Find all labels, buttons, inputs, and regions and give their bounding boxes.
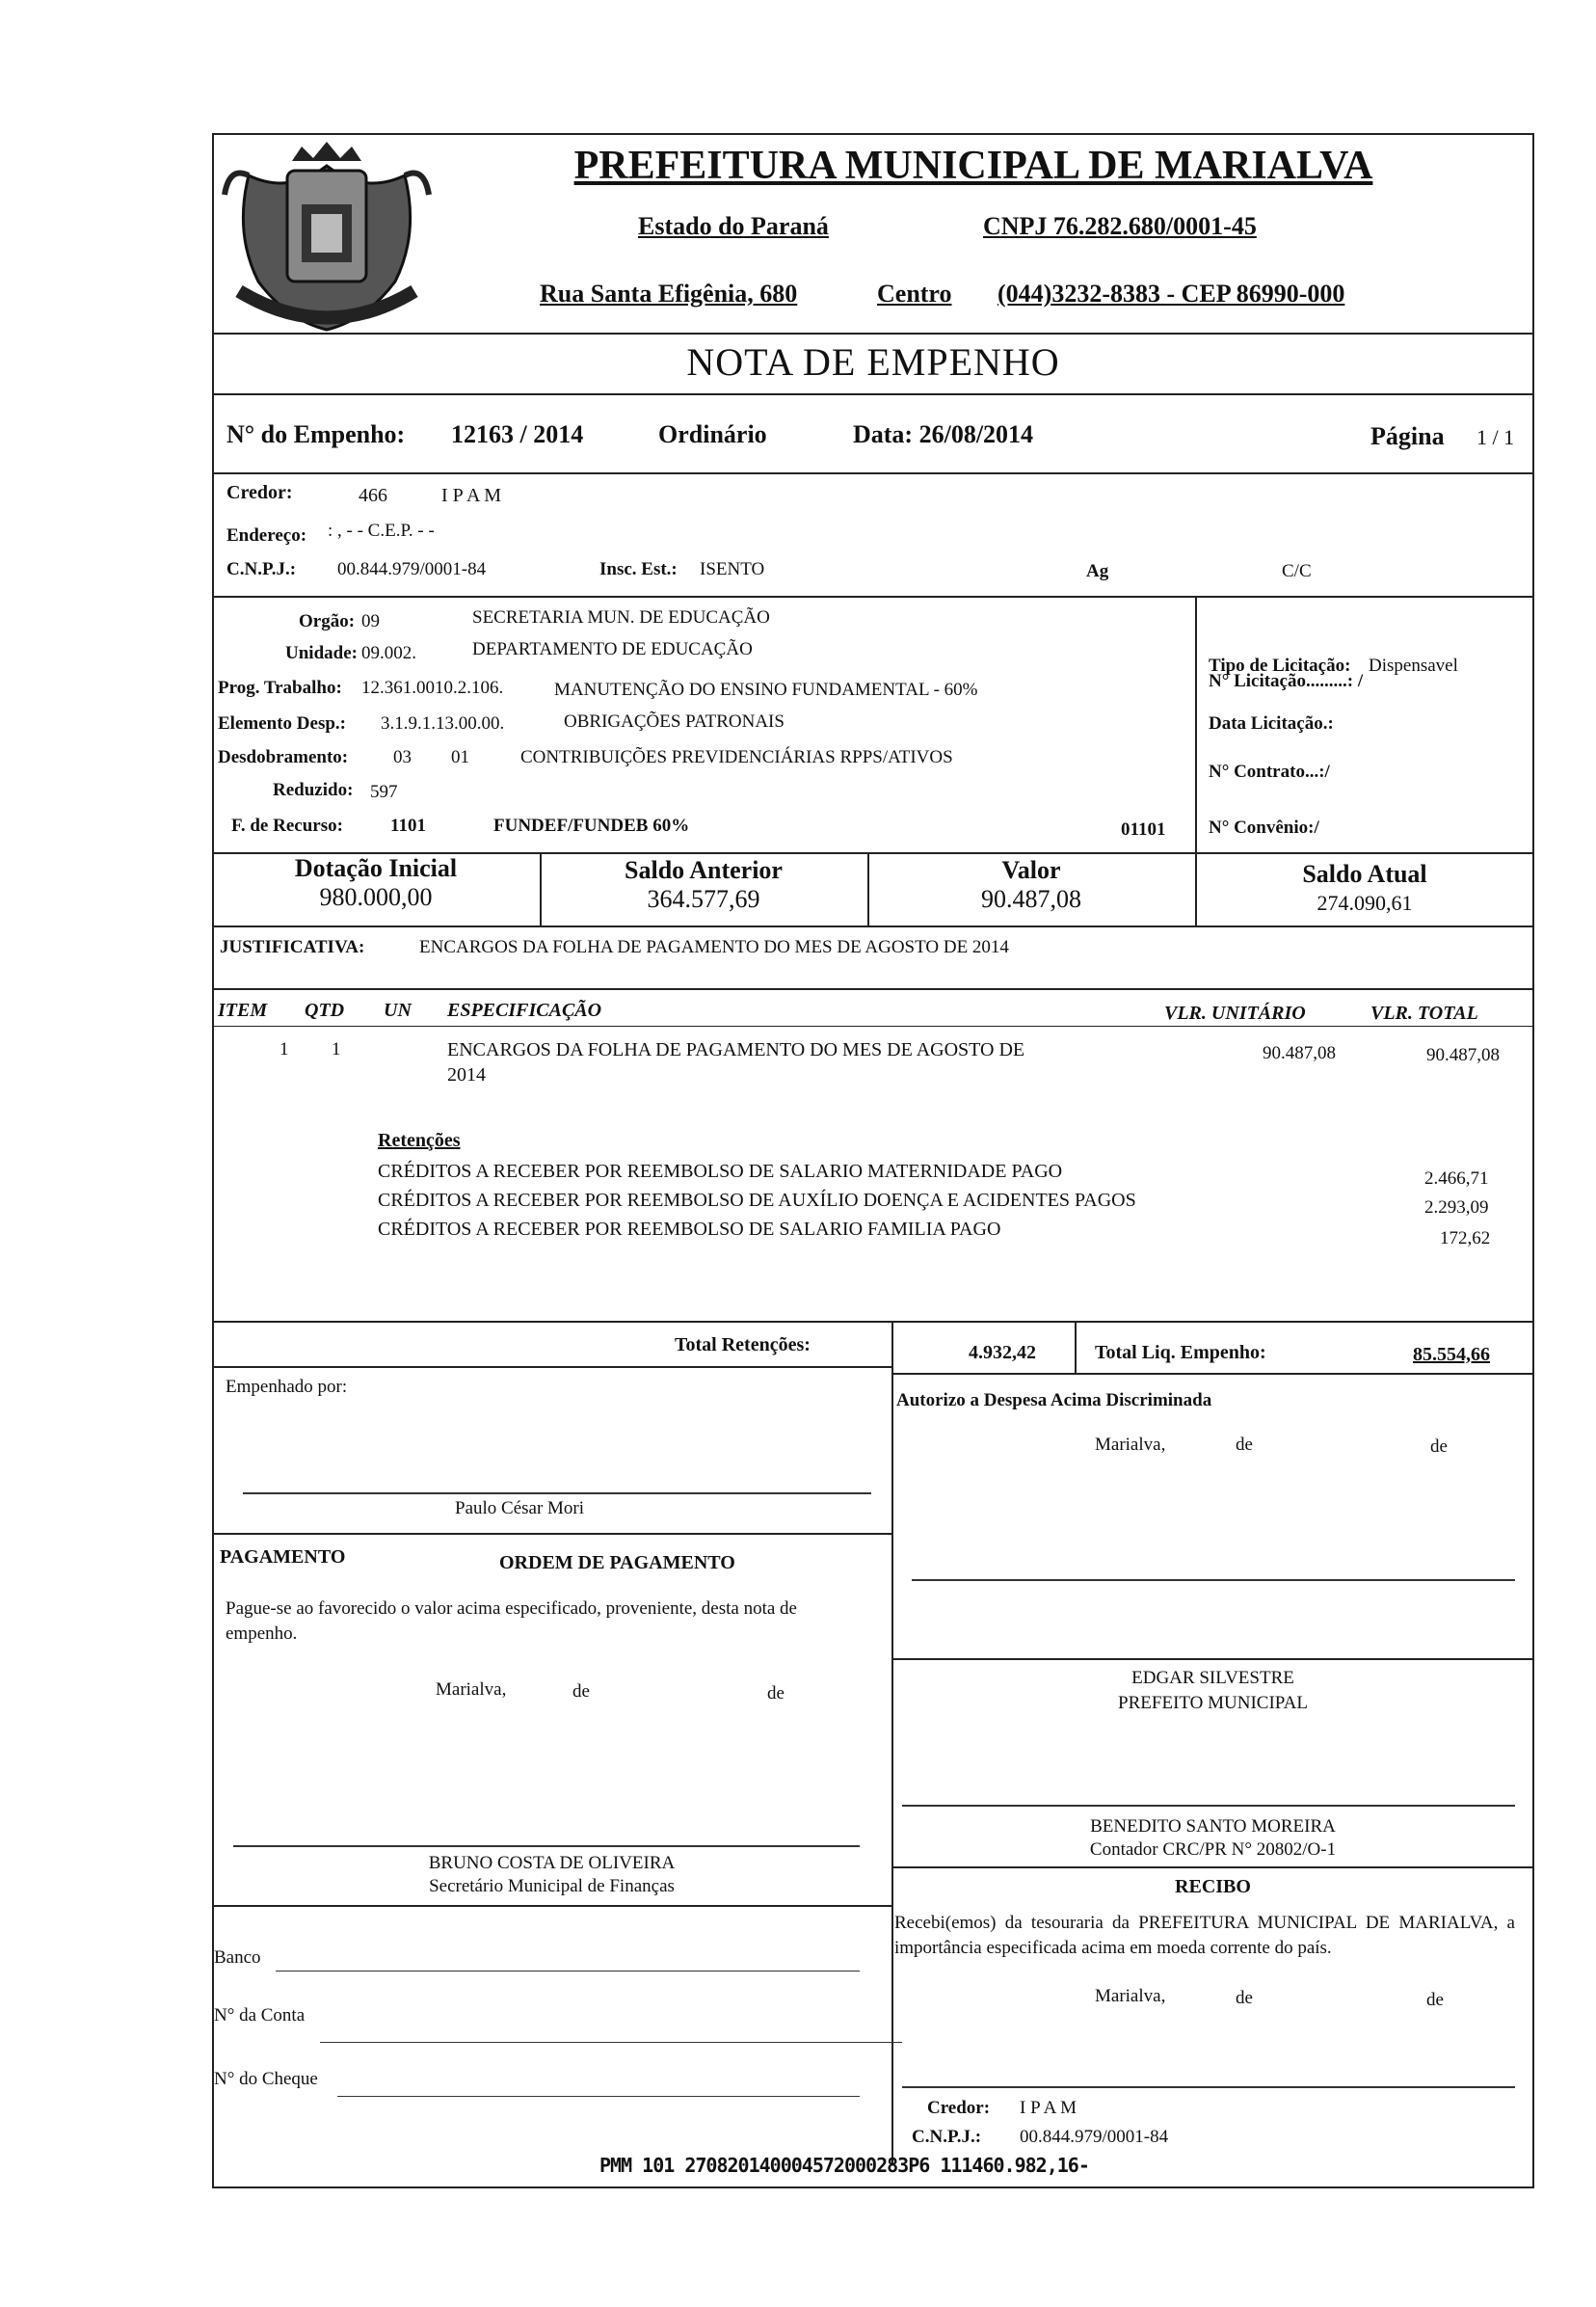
col-qtd: QTD bbox=[305, 1000, 345, 1021]
desdobramento-code-2: 01 bbox=[451, 747, 469, 767]
credor-code: 466 bbox=[359, 485, 387, 506]
pagamento-de-2: de bbox=[767, 1683, 785, 1703]
elemento-label: Elemento Desp.: bbox=[218, 713, 346, 734]
phone-cep: (044)3232-8383 - CEP 86990-000 bbox=[998, 280, 1345, 308]
saldo-anterior-value: 364.577,69 bbox=[647, 885, 760, 913]
unidade-code: 09.002. bbox=[361, 643, 416, 663]
ordem-pagamento-label: ORDEM DE PAGAMENTO bbox=[499, 1552, 735, 1573]
total-retencoes-label: Total Retenções: bbox=[675, 1334, 811, 1355]
endereco-label: Endereço: bbox=[226, 525, 307, 546]
recibo-de-2: de bbox=[1426, 1990, 1444, 2010]
item-spec-line2: 2014 bbox=[447, 1064, 486, 1086]
conta-label: N° da Conta bbox=[214, 2005, 306, 2025]
credor-recibo-cnpj-label: C.N.P.J.: bbox=[912, 2127, 982, 2147]
item-unit-value: 90.487,08 bbox=[1263, 1043, 1336, 1063]
justificativa-label: JUSTIFICATIVA: bbox=[220, 937, 365, 957]
pagamento-label: PAGAMENTO bbox=[220, 1546, 346, 1568]
elemento-code: 3.1.9.1.13.00.00. bbox=[381, 713, 505, 734]
empenho-type: Ordinário bbox=[658, 420, 767, 448]
tipo-licitacao-value: Dispensavel bbox=[1369, 656, 1458, 676]
col-un: UN bbox=[384, 1000, 412, 1021]
credor-cnpj: 00.844.979/0001-84 bbox=[337, 559, 487, 579]
recurso-code-2: 01101 bbox=[1121, 819, 1166, 840]
empenho-number: 12163 / 2014 bbox=[451, 420, 584, 448]
col-vlr-total: VLR. TOTAL bbox=[1370, 1003, 1478, 1024]
paulo-name: Paulo César Mori bbox=[455, 1498, 585, 1518]
credor-recibo-name: I P A M bbox=[1020, 2098, 1077, 2118]
credor-recibo-label: Credor: bbox=[927, 2098, 991, 2118]
ag-label: Ag bbox=[1086, 561, 1109, 581]
reduzido-label: Reduzido: bbox=[273, 780, 354, 800]
address-street: Rua Santa Efigênia, 680 bbox=[540, 280, 798, 308]
licitacao-number: N° Licitação.........: / bbox=[1209, 671, 1364, 691]
convenio-number: N° Convênio:/ bbox=[1209, 818, 1319, 838]
endereco-value: : , - - C.E.P. - - bbox=[328, 521, 435, 541]
cnpj-label: C.N.P.J.: bbox=[226, 559, 297, 579]
autorizo-de-2: de bbox=[1430, 1436, 1448, 1457]
item-spec-line1: ENCARGOS DA FOLHA DE PAGAMENTO DO MES DE AGOSTO DE bbox=[447, 1039, 1025, 1060]
unidade-name: DEPARTAMENTO DE EDUCAÇÃO bbox=[472, 639, 753, 659]
empenho-number-label: N° do Empenho: bbox=[226, 420, 406, 448]
retencao-desc-3: CRÉDITOS A RECEBER POR REEMBOLSO DE SALARIO FAMILIA PAGO bbox=[378, 1219, 1001, 1240]
credor-name: I P A M bbox=[441, 485, 502, 506]
insc-value: ISENTO bbox=[700, 559, 765, 579]
prefeitura-title: PREFEITURA MUNICIPAL DE MARIALVA bbox=[573, 144, 1373, 188]
total-liq-value: 85.554,66 bbox=[1413, 1344, 1490, 1365]
banco-label: Banco bbox=[214, 1947, 261, 1968]
retencao-desc-1: CRÉDITOS A RECEBER POR REEMBOLSO DE SALARIO MATERNIDADE PAGO bbox=[378, 1161, 1063, 1182]
page-number: 1 / 1 bbox=[1476, 425, 1515, 449]
item-number: 1 bbox=[279, 1039, 289, 1060]
autorizo-city: Marialva, bbox=[1095, 1435, 1166, 1455]
retencao-value-2: 2.293,09 bbox=[1424, 1197, 1489, 1218]
total-retencoes-value: 4.932,42 bbox=[969, 1342, 1036, 1363]
contrato-number: N° Contrato...:/ bbox=[1209, 762, 1330, 782]
pague-se-text: Pague-se ao favorecido o valor acima especificado, proveniente, desta nota de empenho. bbox=[226, 1598, 797, 1644]
bruno-role: Secretário Municipal de Finanças bbox=[429, 1876, 675, 1896]
retencao-value-1: 2.466,71 bbox=[1424, 1168, 1489, 1189]
retencoes-title: Retenções bbox=[378, 1130, 461, 1151]
recibo-de-1: de bbox=[1236, 1988, 1253, 2008]
desdobramento-code-1: 03 bbox=[393, 747, 412, 767]
edgar-name: EDGAR SILVESTRE bbox=[1131, 1668, 1294, 1688]
prog-label: Prog. Trabalho: bbox=[218, 678, 342, 698]
valor-label: Valor bbox=[1001, 856, 1061, 884]
benedito-name: BENEDITO SANTO MOREIRA bbox=[1090, 1816, 1336, 1837]
saldo-atual-value: 274.090,61 bbox=[1317, 891, 1413, 915]
dotacao-inicial-label: Dotação Inicial bbox=[294, 854, 458, 882]
benedito-role: Contador CRC/PR N° 20802/O-1 bbox=[1089, 1839, 1337, 1860]
credor-label: Credor: bbox=[226, 482, 293, 503]
retencao-value-3: 172,62 bbox=[1440, 1228, 1491, 1248]
cc-label: C/C bbox=[1282, 561, 1312, 581]
col-especificacao: ESPECIFICAÇÃO bbox=[447, 1000, 602, 1021]
total-liq-label: Total Liq. Empenho: bbox=[1095, 1342, 1266, 1363]
prog-name: MANUTENÇÃO DO ENSINO FUNDAMENTAL - 60% bbox=[554, 680, 978, 700]
orgao-label: Orgão: bbox=[299, 611, 356, 631]
recurso-name: FUNDEF/FUNDEB 60% bbox=[493, 816, 690, 836]
prog-code: 12.361.0010.2.106. bbox=[361, 678, 504, 698]
estado-label: Estado do Paraná bbox=[638, 212, 829, 240]
page-label: Página bbox=[1370, 422, 1445, 450]
orgao-name: SECRETARIA MUN. DE EDUCAÇÃO bbox=[472, 607, 770, 628]
pagamento-city: Marialva, bbox=[436, 1679, 507, 1700]
autorizo-de-1: de bbox=[1236, 1435, 1253, 1455]
retencao-desc-2: CRÉDITOS A RECEBER POR REEMBOLSO DE AUXÍLIO DOENÇA E ACIDENTES PAGOS bbox=[378, 1190, 1136, 1211]
col-vlr-unitario: VLR. UNITÁRIO bbox=[1164, 1003, 1306, 1024]
recibo-title: RECIBO bbox=[1175, 1876, 1251, 1897]
bruno-name: BRUNO COSTA DE OLIVEIRA bbox=[428, 1853, 676, 1873]
cnpj-header: CNPJ 76.282.680/0001-45 bbox=[983, 212, 1257, 240]
nota-de-empenho-title: NOTA DE EMPENHO bbox=[686, 340, 1060, 384]
valor-value: 90.487,08 bbox=[981, 885, 1081, 913]
empenho-date: Data: 26/08/2014 bbox=[853, 420, 1034, 448]
desdobramento-label: Desdobramento: bbox=[218, 747, 349, 767]
item-qtd: 1 bbox=[332, 1039, 341, 1060]
reduzido-value: 597 bbox=[370, 782, 398, 802]
saldo-anterior-label: Saldo Anterior bbox=[625, 856, 783, 884]
coat-of-arms-seal bbox=[220, 137, 434, 339]
empenhado-por-label: Empenhado por: bbox=[226, 1377, 348, 1397]
item-total-value: 90.487,08 bbox=[1426, 1045, 1500, 1065]
pagamento-de-1: de bbox=[572, 1681, 590, 1702]
tipo-licitacao-label: Tipo de Licitação: bbox=[1209, 656, 1351, 676]
elemento-name: OBRIGAÇÕES PATRONAIS bbox=[564, 711, 785, 732]
col-item: ITEM bbox=[218, 1000, 268, 1021]
credor-recibo-cnpj: 00.844.979/0001-84 bbox=[1020, 2127, 1169, 2147]
saldo-atual-label: Saldo Atual bbox=[1302, 860, 1427, 888]
cheque-label: N° do Cheque bbox=[214, 2069, 318, 2089]
footer-code: PMM 101 270820140004572000283P6 111460.982,16- bbox=[599, 2154, 1089, 2177]
autorizo-label: Autorizo a Despesa Acima Discriminada bbox=[896, 1390, 1212, 1410]
recurso-label: F. de Recurso: bbox=[231, 816, 343, 836]
recurso-code: 1101 bbox=[390, 816, 426, 836]
unidade-label: Unidade: bbox=[285, 643, 358, 663]
address-bairro: Centro bbox=[877, 280, 952, 308]
licitacao-date: Data Licitação.: bbox=[1209, 713, 1334, 734]
desdobramento-name: CONTRIBUIÇÕES PREVIDENCIÁRIAS RPPS/ATIVOS bbox=[520, 747, 953, 767]
recibo-text: Recebi(emos) da tesouraria da PREFEITURA MUNICIPAL DE MARIALVA, a importância especificada acima em moeda corrente do país. bbox=[894, 1913, 1515, 1958]
orgao-code: 09 bbox=[361, 611, 380, 631]
dotacao-inicial-value: 980.000,00 bbox=[319, 883, 433, 911]
edgar-role: PREFEITO MUNICIPAL bbox=[1118, 1693, 1308, 1713]
justificativa-text: ENCARGOS DA FOLHA DE PAGAMENTO DO MES DE AGOSTO DE 2014 bbox=[419, 937, 1009, 957]
insc-label: Insc. Est.: bbox=[599, 559, 678, 579]
recibo-city: Marialva, bbox=[1095, 1986, 1166, 2006]
